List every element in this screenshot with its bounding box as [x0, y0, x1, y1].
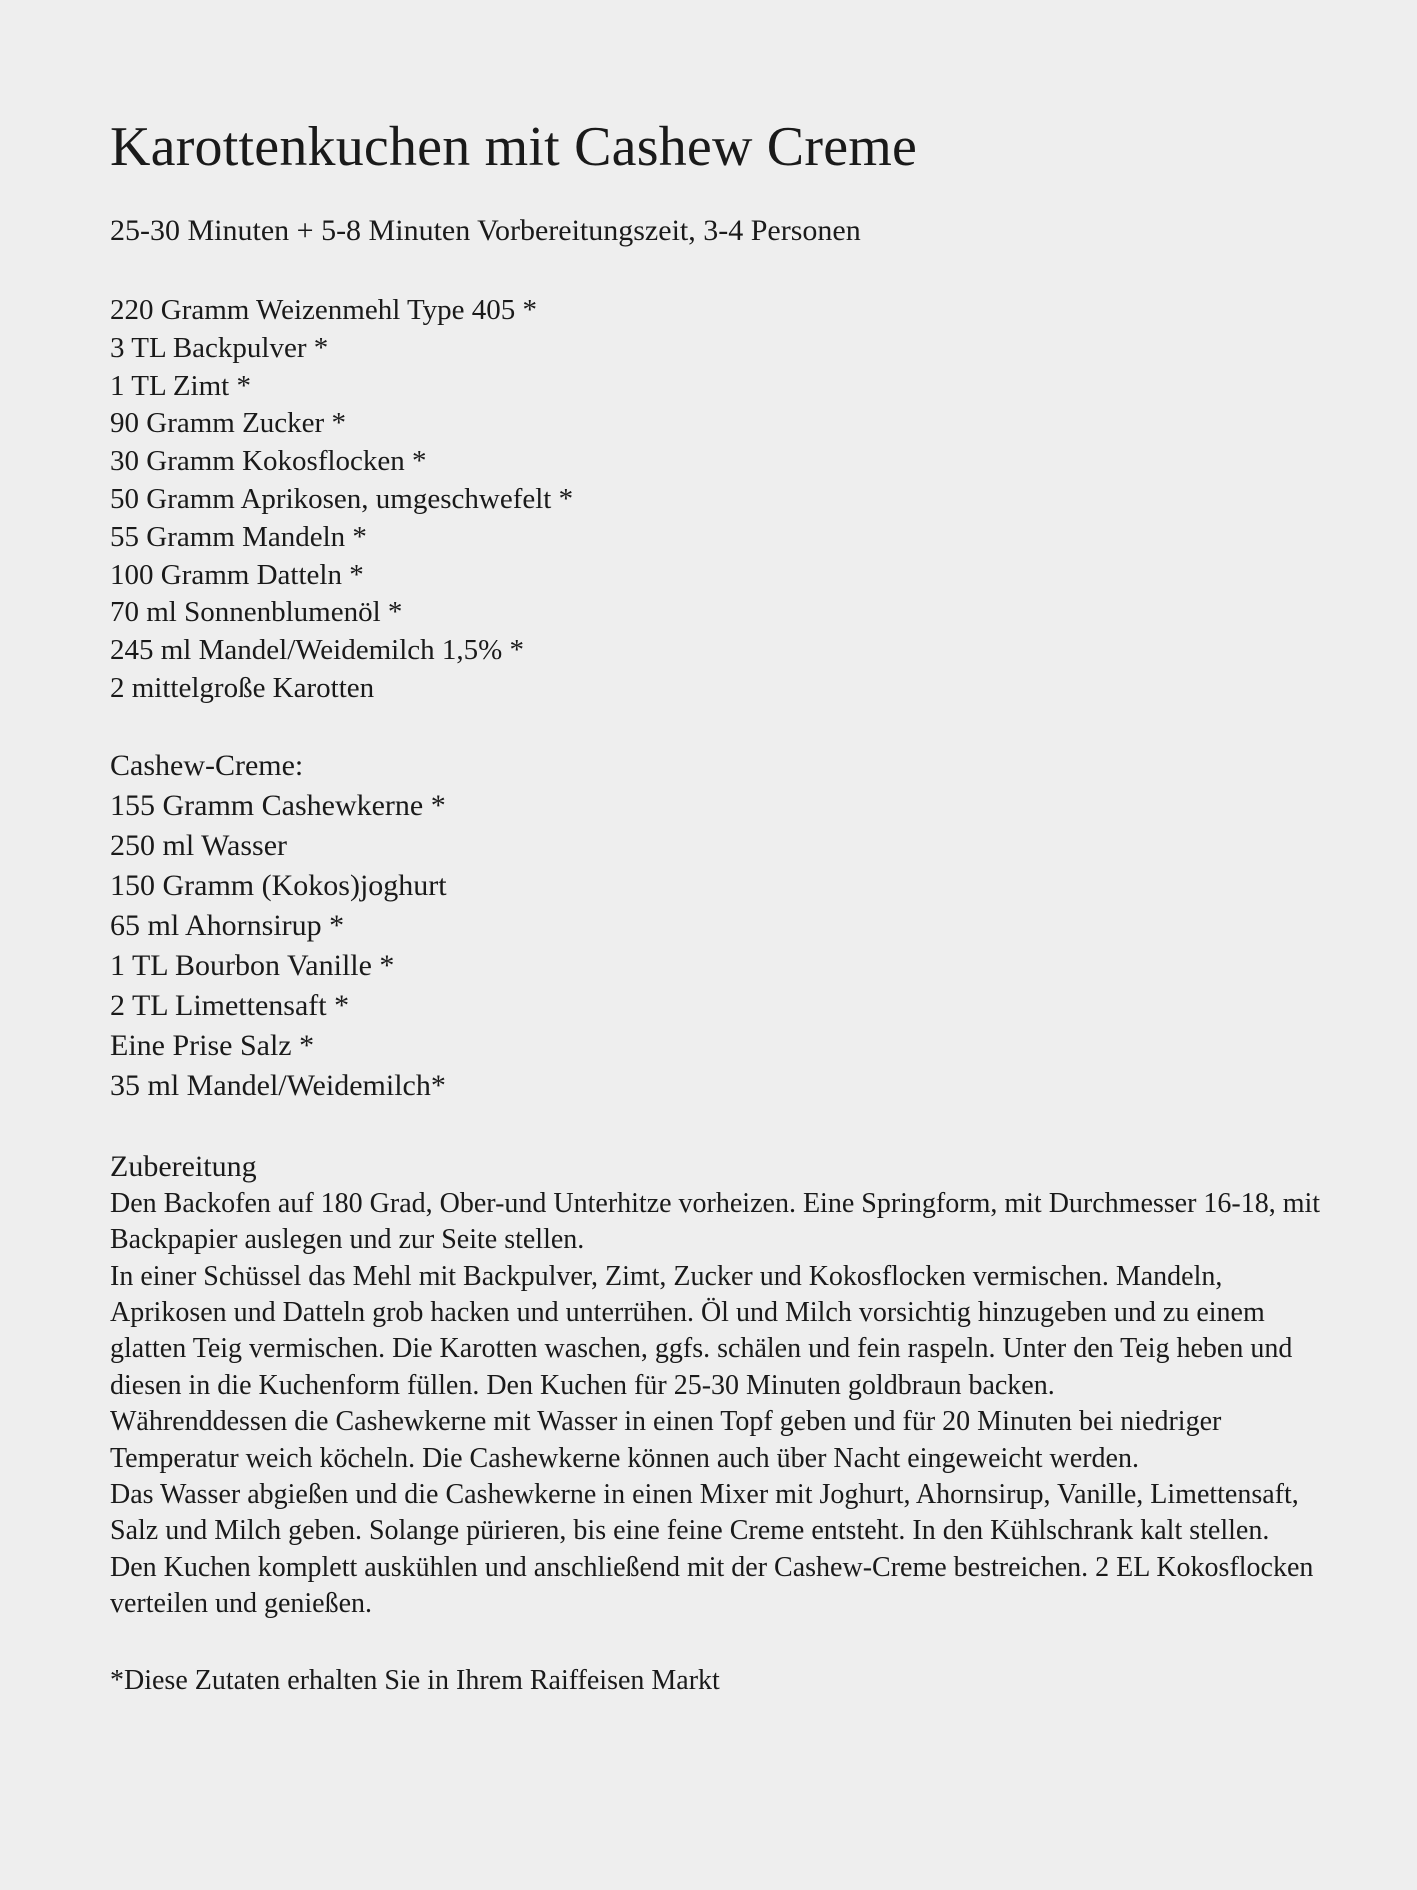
preparation-paragraph: Den Kuchen komplett auskühlen und anschließend mit der Cashew-Creme bestreichen. 2 EL Kokosflocken verteilen und genießen. [110, 1551, 1314, 1620]
ingredient-item: 100 Gramm Datteln * [110, 558, 364, 591]
creme-ingredient-item: 155 Gramm Cashewkerne * [110, 788, 446, 822]
creme-ingredient-item: 2 TL Limettensaft * [110, 988, 350, 1022]
ingredient-item: 50 Gramm Aprikosen, umgeschwefelt * [110, 482, 574, 515]
ingredient-item: 1 TL Zimt * [110, 369, 251, 402]
recipe-meta: 25-30 Minuten + 5-8 Minuten Vorbereitungszeit, 3-4 Personen [110, 214, 861, 247]
preparation-paragraph: Währenddessen die Cashewkerne mit Wasser in einen Topf geben und für 20 Minuten bei niedriger Temperatur weich köcheln. Die Cashewkerne können auch über Nacht eingeweicht werden. [110, 1406, 1222, 1474]
preparation-paragraph: Den Backofen auf 180 Grad, Ober-und Unterhitze vorheizen. Eine Springform, mit Durchmesser 16-18, mit Backpapier auslegen und zur Seite stellen. [110, 1187, 1321, 1256]
preparation-paragraph: Das Wasser abgießen und die Cashewkerne in einen Mixer mit Joghurt, Ahornsirup, Vanille, Limettensaft, Salz und Milch geben. Solange pürieren, bis eine feine Creme entsteht. In den Kühlschrank kalt stellen. [110, 1479, 1299, 1547]
ingredient-item: 220 Gramm Weizenmehl Type 405 * [110, 294, 538, 326]
recipe-title: Karottenkuchen mit Cashew Creme [110, 116, 918, 178]
creme-ingredient-item: 65 ml Ahornsirup * [110, 908, 345, 942]
ingredient-list [110, 292, 1330, 708]
preparation-heading: Zubereitung [110, 1149, 257, 1183]
ingredient-item: 2 mittelgroße Karotten [110, 671, 375, 704]
recipe-document [110, 112, 1330, 1699]
preparation-paragraph: In einer Schüssel das Mehl mit Backpulver, Zimt, Zucker und Kokosflocken vermischen. Mandeln, Aprikosen und Datteln grob hacken und unterrühen. Öl und Milch vorsichtig hinzugeben und zu einem glatten Teig vermischen. Die Karotten waschen, ggfs. schälen und fein raspeln. Unter den Teig heben und diesen in die Kuchenform füllen. Den Kuchen für 25-30 Minuten goldbraun backen. [110, 1260, 1293, 1401]
ingredient-item: 55 Gramm Mandeln * [110, 520, 367, 553]
creme-ingredient-item: 150 Gramm (Kokos)joghurt [110, 868, 447, 902]
footnote: *Diese Zutaten erhalten Sie in Ihrem Raiffeisen Markt [110, 1664, 720, 1696]
ingredient-item: 70 ml Sonnenblumenöl * [110, 596, 403, 629]
creme-heading: Cashew-Creme: [110, 748, 304, 782]
ingredient-item: 90 Gramm Zucker * [110, 407, 346, 440]
ingredient-item: 3 TL Backpulver * [110, 331, 329, 364]
creme-ingredient-item: 35 ml Mandel/Weidemilch* [110, 1068, 446, 1102]
creme-ingredient-item: 1 TL Bourbon Vanille * [110, 948, 395, 982]
ingredient-item: 30 Gramm Kokosflocken * [110, 445, 427, 478]
preparation-steps [110, 1186, 1330, 1623]
creme-ingredient-item: 250 ml Wasser [110, 828, 288, 862]
creme-ingredient-list [110, 786, 1330, 1106]
ingredient-item: 245 ml Mandel/Weidemilch 1,5% * [110, 634, 525, 667]
creme-ingredient-item: Eine Prise Salz * [110, 1028, 315, 1062]
